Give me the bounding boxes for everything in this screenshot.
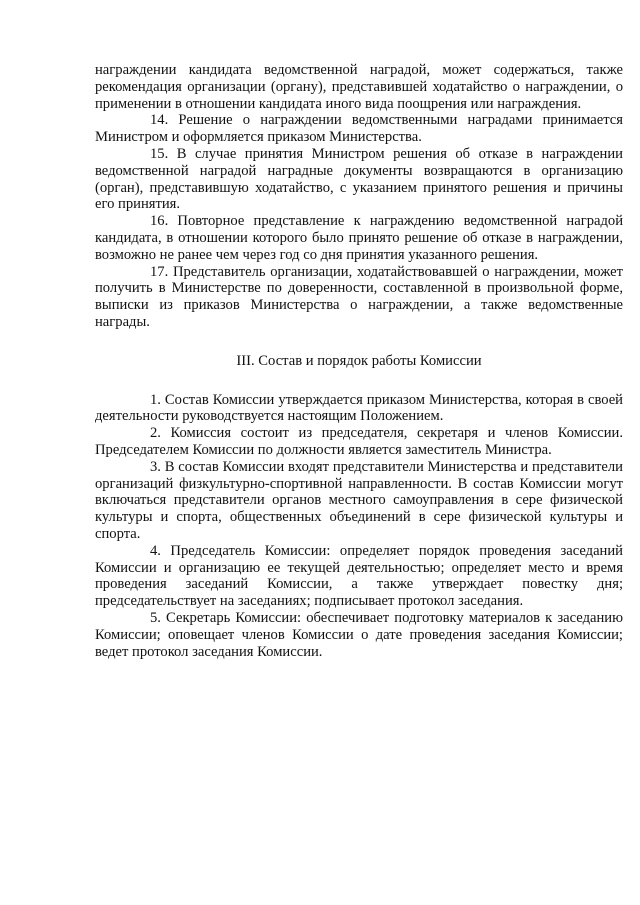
- section-3-paragraph-5: 5. Секретарь Комиссии: обеспечивает подготовку материалов к заседанию Комиссии; оповещает членов Комиссии о дате проведения заседания Комиссии; ведет протокол заседания Комиссии.: [95, 609, 623, 660]
- paragraph-14: 14. Решение о награждении ведомственными наградами принимается Министром и оформляется приказом Министерства.: [95, 112, 623, 146]
- section-3-paragraph-3: 3. В состав Комиссии входят представители Министерства и представители организаций физкультурно-спортивной направленности. В состав Комиссии могут включаться представители органов местного самоуправления в сере физической культуры и спорта, общественных объединений в сере физической культуры и спорта.: [95, 458, 623, 542]
- paragraph-15: 15. В случае принятия Министром решения об отказе в награждении ведомственной наградой наградные документы возвращаются в организацию (орган), представившую ходатайство, с указанием принятого решения и причины его принятия.: [95, 145, 623, 213]
- paragraph-16: 16. Повторное представление к награждению ведомственной наградой кандидата, в отношении которого было принято решение об отказе в награждении, возможно не ранее чем через год со дня принятия указанного решения.: [95, 213, 623, 263]
- section-3-heading: III. Состав и порядок работы Комиссии: [236, 352, 482, 369]
- section-3-paragraph-4: 4. Председатель Комиссии: определяет порядок проведения заседаний Комиссии и организацию ее текущей деятельностью; определяет место и время проведения заседаний Комиссии, а также утверждает повестку дня; председательствует на заседаниях; подписывает протокол заседания.: [95, 542, 623, 610]
- paragraph-17: 17. Представитель организации, ходатайствовавшей о награждении, может получить в Министерстве по доверенности, составленной в произвольной форме, выписки из приказов Министерства о награждении, а также ведомственные награды.: [95, 263, 623, 330]
- section-3: [95, 392, 623, 661]
- section-3-paragraph-1: 1. Состав Комиссии утверждается приказом Министерства, которая в своей деятельности руководствуется настоящим Положением.: [95, 391, 623, 425]
- document-body: [95, 62, 623, 660]
- section-3-paragraph-2: 2. Комиссия состоит из председателя, секретаря и членов Комиссии. Председателем Комиссии по должности является заместитель Министра.: [95, 425, 623, 458]
- section-2-continuation: [95, 62, 623, 331]
- paragraph-award-recommendation: награждении кандидата ведомственной наградой, может содержаться, также рекомендация организации (органу), представившей ходатайство о награждении, о применении в отношении кандидата иного вида поощрения или награждения.: [95, 62, 623, 112]
